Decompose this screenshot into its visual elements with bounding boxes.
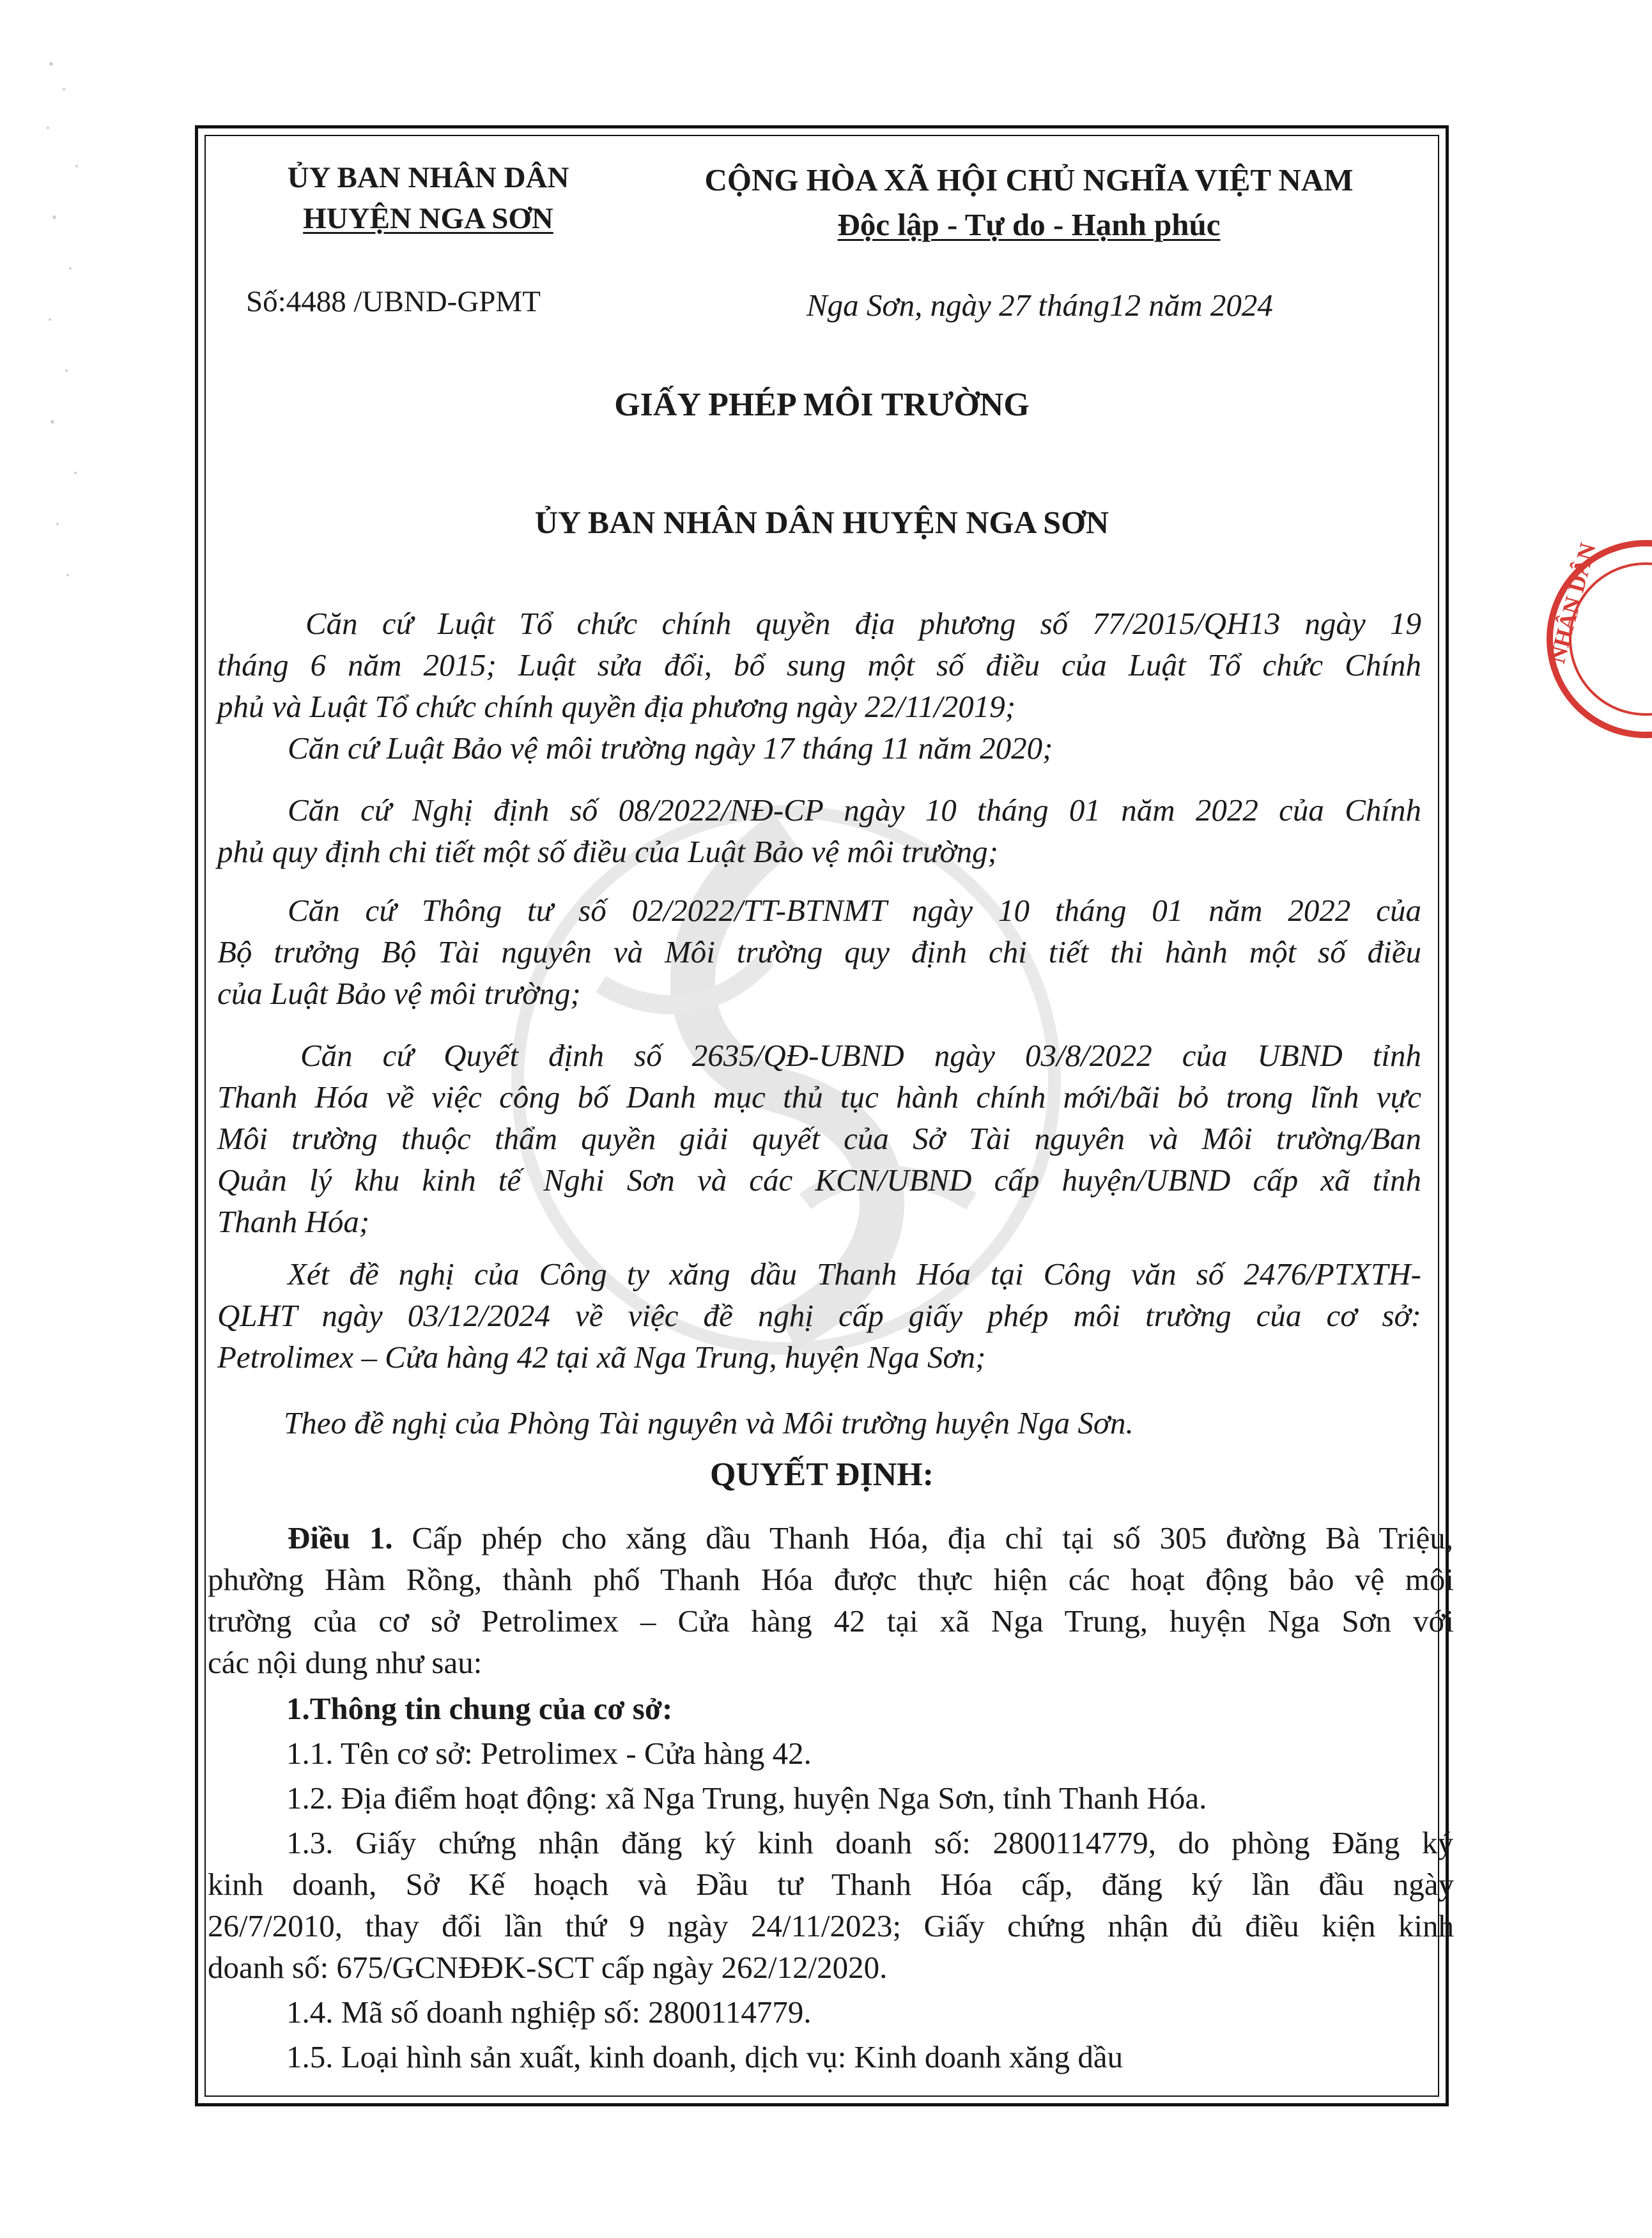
- red-seal: [1524, 537, 1652, 741]
- section-1-item: 1.2. Địa điểm hoạt động: xã Nga Trung, huyện Nga Sơn, tỉnh Thanh Hóa.: [286, 1780, 1207, 1816]
- place-date: Nga Sơn, ngày 27 tháng12 năm 2024: [807, 288, 1273, 323]
- article-1-line: các nội dung như sau:: [208, 1645, 482, 1680]
- section-1-item: 1.5. Loại hình sản xuất, kinh doanh, dịch vụ: Kinh doanh xăng dầu: [286, 2039, 1123, 2074]
- issuing-authority: ỦY BAN NHÂN DÂN HUYỆN NGA SƠN: [534, 504, 1109, 540]
- issuer-line-2: [243, 198, 614, 239]
- nation-motto: [658, 205, 1400, 245]
- section-1-item: 1.1. Tên cơ sở: Petrolimex - Cửa hàng 42.: [286, 1736, 812, 1771]
- nation-title: CỘNG HÒA XÃ HỘI CHỦ NGHĨA VIỆT NAM: [704, 162, 1354, 197]
- section-1-item: 1.4. Mã số doanh nghiệp số: 2800114779.: [286, 1995, 812, 2030]
- section-1-item: doanh số: 675/GCNĐĐK-SCT cấp ngày 262/12/2020.: [208, 1950, 888, 1985]
- svg-text:NHÂN DÂN: NHÂN DÂN: [1544, 540, 1601, 667]
- preamble-line: Căn cứ Luật Tổ chức chính quyền địa phương số 77/2015/QH13 ngày 19: [305, 606, 1421, 641]
- preamble-line: Căn cứ Thông tư số 02/2022/TT-BTNMT ngày 10 tháng 01 năm 2022 của: [288, 893, 1421, 928]
- article-1-line: phường Hàm Rồng, thành phố Thanh Hóa được thực hiện các hoạt động bảo vệ môi: [208, 1562, 1454, 1597]
- preamble-line: Bộ trưởng Bộ Tài nguyên và Môi trường quy định chi tiết thi hành một số điều: [217, 934, 1421, 969]
- section-1-item: 1.3. Giấy chứng nhận đăng ký kinh doanh số: 2800114779, do phòng Đăng ký: [286, 1825, 1453, 1860]
- article-1-label: Điều 1.: [288, 1520, 393, 1555]
- preamble-line: của Luật Bảo vệ môi trường;: [217, 976, 581, 1011]
- article-1-first-line: [288, 1518, 1453, 1559]
- preamble-line: Căn cứ Quyết định số 2635/QĐ-UBND ngày 03/8/2022 của UBND tỉnh: [300, 1038, 1421, 1073]
- preamble-line: Xét đề nghị của Công ty xăng dầu Thanh Hóa tại Công văn số 2476/PTXTH-: [288, 1256, 1421, 1292]
- preamble-line: Môi trường thuộc thẩm quyền giải quyết của Sở Tài nguyên và Môi trường/Ban: [217, 1121, 1421, 1156]
- preamble-line: Thanh Hóa về việc công bố Danh mục thủ tục hành chính mới/bãi bỏ trong lĩnh vực: [217, 1079, 1421, 1115]
- preamble-line: Căn cứ Nghị định số 08/2022/NĐ-CP ngày 10 tháng 01 năm 2022 của Chính: [288, 792, 1421, 828]
- document-number: Số:4488 /UBND-GPMT: [246, 285, 541, 318]
- preamble-line: Căn cứ Luật Bảo vệ môi trường ngày 17 tháng 11 năm 2020;: [288, 730, 1053, 766]
- section-1-item: kinh doanh, Sở Kế hoạch và Đầu tư Thanh Hóa cấp, đăng ký lần đầu ngày: [208, 1867, 1454, 1902]
- issuer-line-1: ỦY BAN NHÂN DÂN: [287, 161, 569, 194]
- decision-heading: QUYẾT ĐỊNH:: [709, 1456, 934, 1493]
- scan-noise: [38, 51, 166, 626]
- document-title: GIẤY PHÉP MÔI TRƯỜNG: [614, 387, 1030, 423]
- section-1-item: 26/7/2010, thay đổi lần thứ 9 ngày 24/11/2023; Giấy chứng nhận đủ điều kiện kinh: [208, 1908, 1454, 1943]
- preamble-line: Thanh Hóa;: [217, 1204, 370, 1239]
- preamble-line: QLHT ngày 03/12/2024 về việc đề nghị cấp giấy phép môi trường của cơ sở:: [217, 1298, 1421, 1333]
- article-1-line: trường của cơ sở Petrolimex – Cửa hàng 42 tại xã Nga Trung, huyện Nga Sơn với: [208, 1603, 1454, 1639]
- preamble-line: Quản lý khu kinh tế Nghi Sơn và các KCN/UBND cấp huyện/UBND cấp xã tỉnh: [217, 1162, 1421, 1198]
- issuer-district: HUYỆN NGA SƠN: [303, 202, 553, 235]
- article-1-text: Cấp phép cho xăng dầu Thanh Hóa, địa chỉ tại số 305 đường Bà Triệu,: [412, 1520, 1453, 1555]
- preamble-line: Theo đề nghị của Phòng Tài nguyên và Môi trường huyện Nga Sơn.: [284, 1405, 1134, 1440]
- preamble-line: Petrolimex – Cửa hàng 42 tại xã Nga Trung, huyện Nga Sơn;: [217, 1339, 986, 1375]
- preamble-line: phủ và Luật Tổ chức chính quyền địa phương ngày 22/11/2019;: [217, 689, 1016, 724]
- preamble-line: tháng 6 năm 2015; Luật sửa đổi, bổ sung một số điều của Luật Tổ chức Chính: [217, 647, 1421, 683]
- preamble-line: phủ quy định chi tiết một số điều của Luật Bảo vệ môi trường;: [217, 834, 998, 869]
- nation-motto-text: Độc lập - Tự do - Hạnh phúc: [837, 207, 1221, 242]
- section-1-heading: 1.Thông tin chung của cơ sở:: [286, 1691, 673, 1726]
